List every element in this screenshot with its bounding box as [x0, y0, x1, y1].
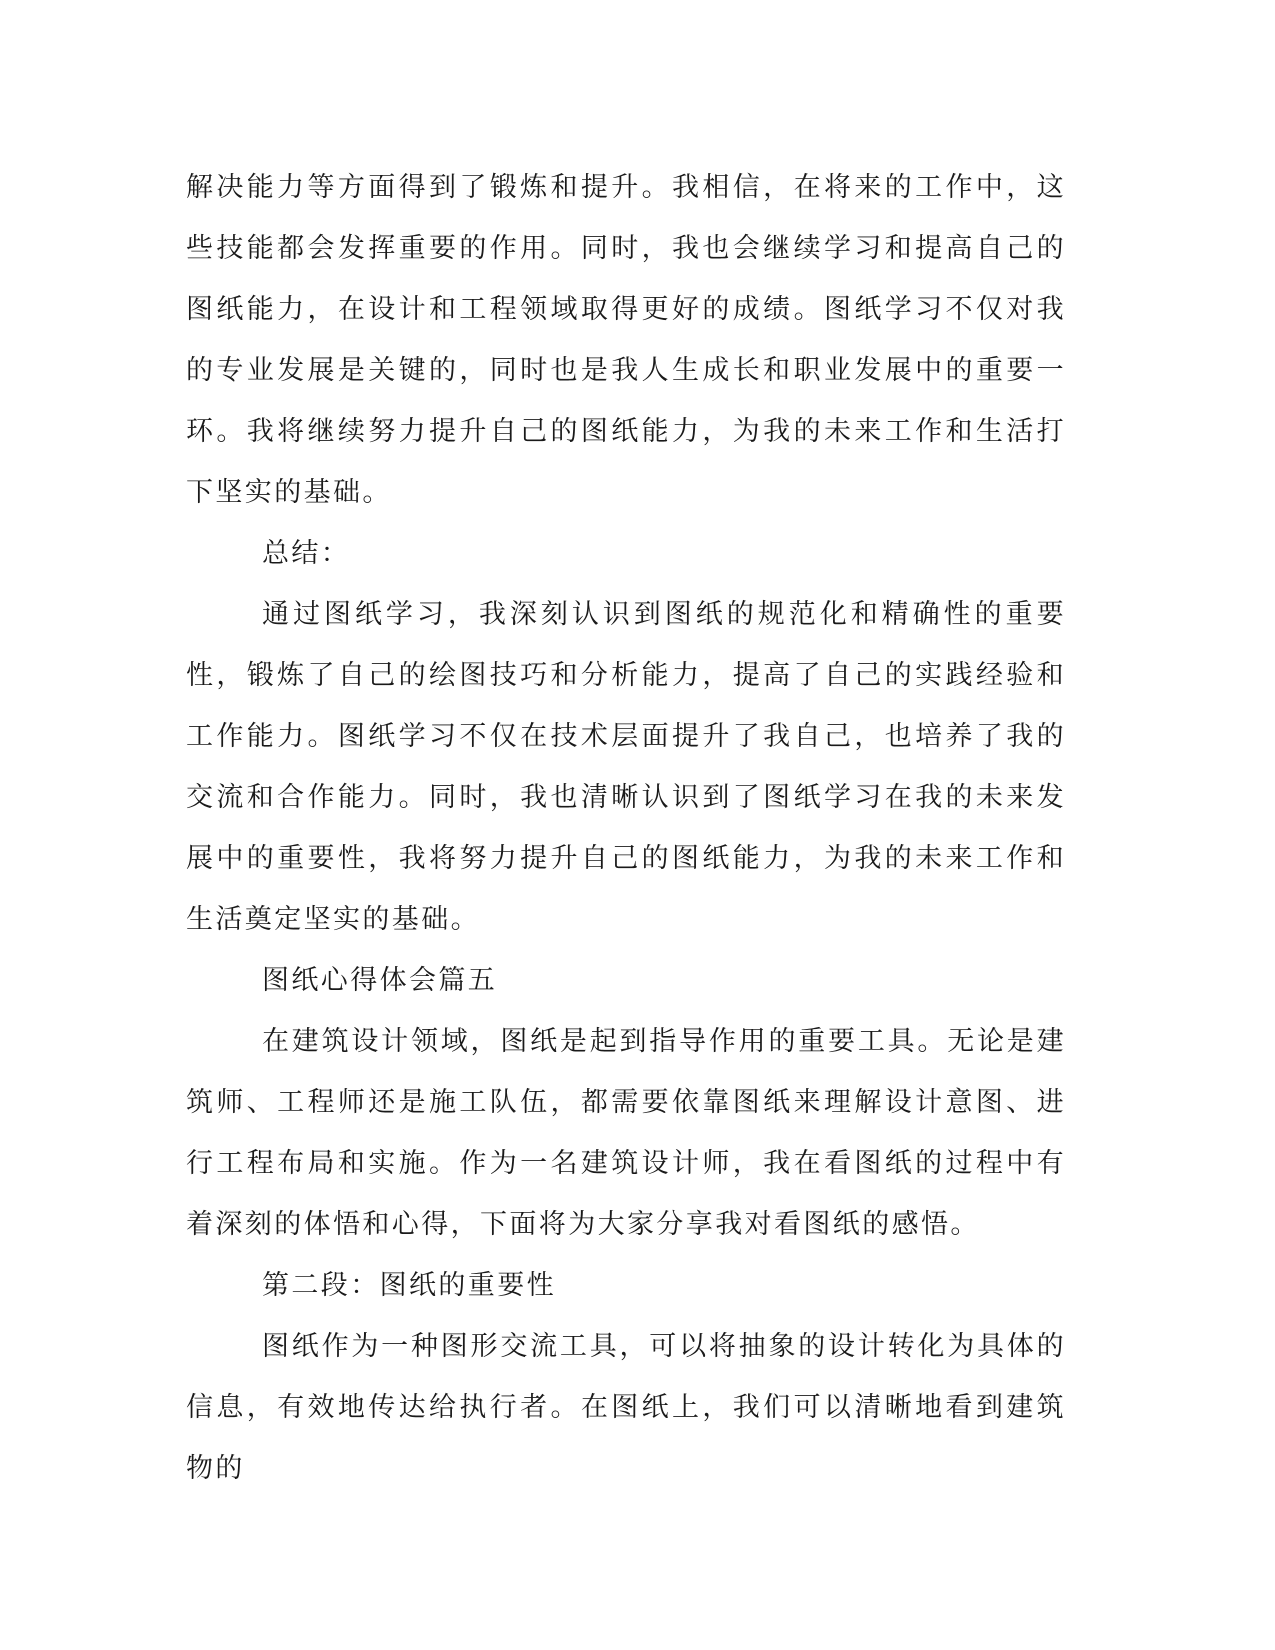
subsection-heading: 第二段：图纸的重要性: [262, 1270, 556, 1301]
body-paragraph-continuation: 解决能力等方面得到了锻炼和提升。我相信，在将来的工作中，这些技能都会发挥重要的作用。同时，我也会继续学习和提高自己的图纸能力，在设计和工程领域取得更好的成绩。图纸学习不仅对我的专业发展是关键的，同时也是我人生成长和职业发展中的重要一环。我将继续努力提升自己的图纸能力，为我的未来工作和生活打下坚实的基础。: [186, 172, 1066, 508]
importance-paragraph: 图纸作为一种图形交流工具，可以将抽象的设计转化为具体的信息，有效地传达给执行者。在图纸上，我们可以清晰地看到建筑物的: [186, 1331, 1066, 1484]
intro-paragraph: 在建筑设计领域，图纸是起到指导作用的重要工具。无论是建筑师、工程师还是施工队伍，都需要依靠图纸来理解设计意图、进行工程布局和实施。作为一名建筑设计师，我在看图纸的过程中有着深刻的体悟和心得，下面将为大家分享我对看图纸的感悟。: [186, 1026, 1066, 1240]
summary-heading: 总结：: [262, 538, 351, 569]
section-title: 图纸心得体会篇五: [262, 965, 498, 996]
document-page: [186, 157, 1066, 1499]
summary-paragraph: 通过图纸学习，我深刻认识到图纸的规范化和精确性的重要性，锻炼了自己的绘图技巧和分析能力，提高了自己的实践经验和工作能力。图纸学习不仅在技术层面提升了我自己，也培养了我的交流和合作能力。同时，我也清晰认识到了图纸学习在我的未来发展中的重要性，我将努力提升自己的图纸能力，为我的未来工作和生活奠定坚实的基础。: [186, 599, 1066, 935]
